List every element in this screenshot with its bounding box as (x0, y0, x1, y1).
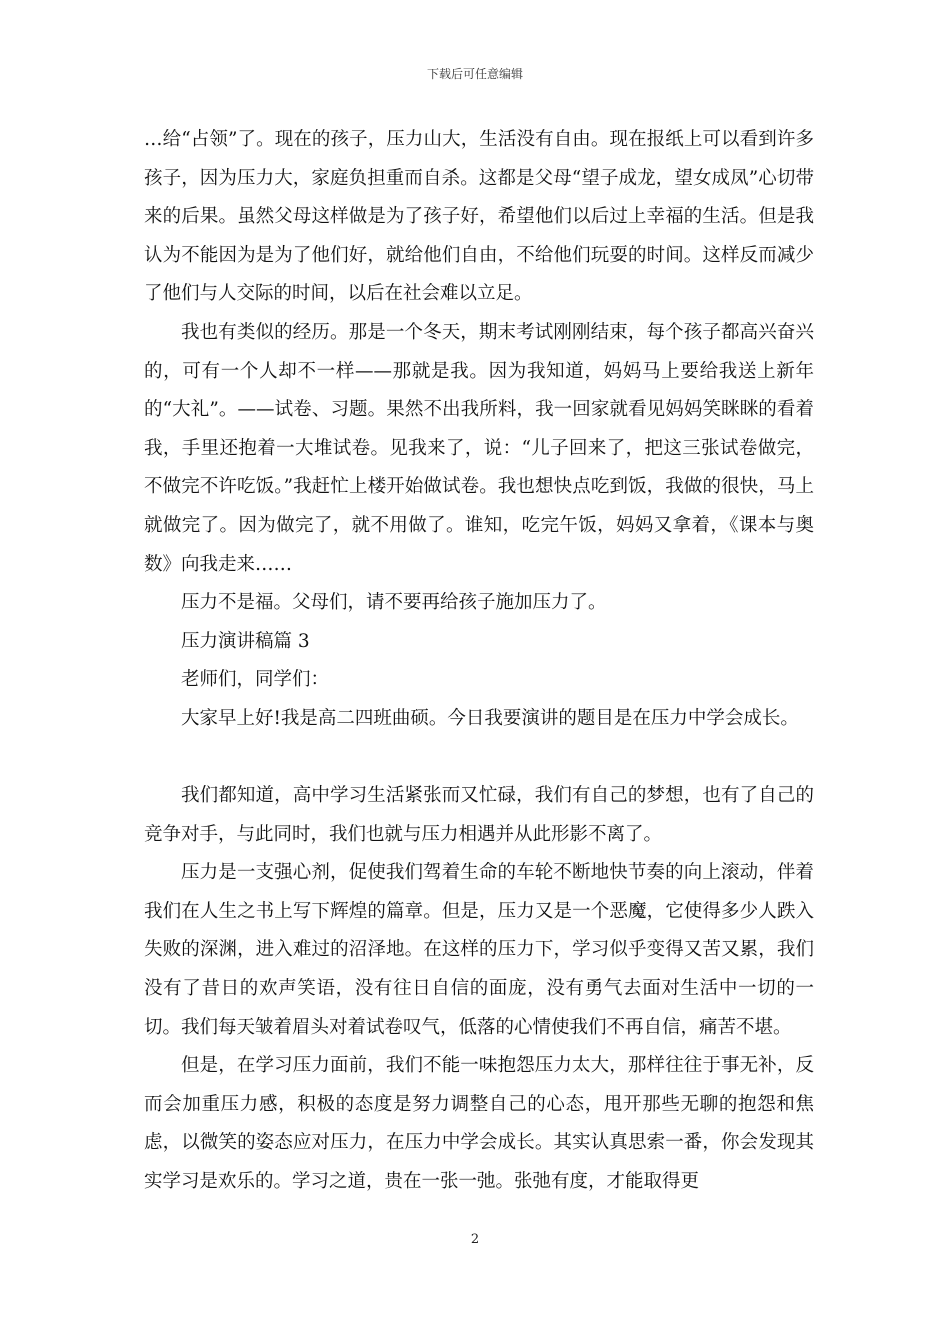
paragraph-conclusion: 压力不是福。父母们，请不要再给孩子施加压力了。 (181, 592, 607, 614)
page-number: 2 (470, 1232, 480, 1247)
paragraph-pressure: 压力是一支强心剂，促使我们驾着生命的车轮不断地快节奏的向上滚动，伴着我们在人生之书上写下辉煌的篇章。但是，压力又是一个恶魔，它使得多少人跌入失败的深渊，进入难过的沼泽地。在这样的压力下，学习似乎变得又苦又累，我们没有了昔日的欢声笑语，没有往日自信的面庞，没有勇气去面对生活中一切的一切。我们每天皱着眉头对着试卷叹气，低落的心情使我们不再自信，痛苦不堪。 (144, 862, 814, 1038)
greeting-paragraph: 大家早上好!我是高二四班曲硕。今日我要演讲的题目是在压力中学会成长。 (181, 707, 799, 729)
paragraph-spacer (144, 739, 814, 778)
paragraph-intro: 我们都知道，高中学习生活紧张而又忙碌，我们有自己的梦想，也有了自己的竞争对手，与此同时，我们也就与压力相遇并从此形影不离了。 (144, 785, 814, 845)
paragraph-continuation: …给“占领”了。现在的孩子，压力山大，生活没有自由。现在报纸上可以看到许多孩子，因为压力大，家庭负担重而自杀。这都是父母“望子成龙，望女成凤”心切带来的后果。虽然父母这样做是为了孩子好，希望他们以后过上幸福的生活。但是我认为不能因为是为了他们好，就给他们自由，不给他们玩耍的时间。这样反而减少了他们与人交际的时间，以后在社会难以立足。 (144, 129, 814, 305)
salutation: 老师们，同学们： (181, 669, 330, 691)
paragraph-attitude: 但是，在学习压力面前，我们不能一味抱怨压力太大，那样往往于事无补，反而会加重压力感，积极的态度是努力调整自己的心态，甩开那些无聊的抱怨和焦虑，以微笑的姿态应对压力，在压力中学会成长。其实认真思索一番，你会发现其实学习是欢乐的。学习之道，贵在一张一弛。张弛有度，才能取得更 (144, 1055, 814, 1193)
section-heading: 压力演讲稿篇 3 (181, 630, 310, 652)
document-body (144, 121, 814, 1202)
page-header: 下载后可任意编辑 (426, 67, 523, 81)
paragraph-experience: 我也有类似的经历。那是一个冬天，期末考试刚刚结束，每个孩子都高兴奋兴的，可有一个人却不一样——那就是我。因为我知道，妈妈马上要给我送上新年的“大礼”。——试卷、习题。果然不出我所料，我一回家就看见妈妈笑眯眯的看着我，手里还抱着一大堆试卷。见我来了，说：“儿子回来了，把这三张试卷做完，不做完不许吃饭。”我赶忙上楼开始做试卷。我也想快点吃到饭，我做的很快，马上就做完了。因为做完了，就不用做了。谁知，吃完午饭，妈妈又拿着，《课本与奥数》向我走来…… (144, 321, 814, 575)
